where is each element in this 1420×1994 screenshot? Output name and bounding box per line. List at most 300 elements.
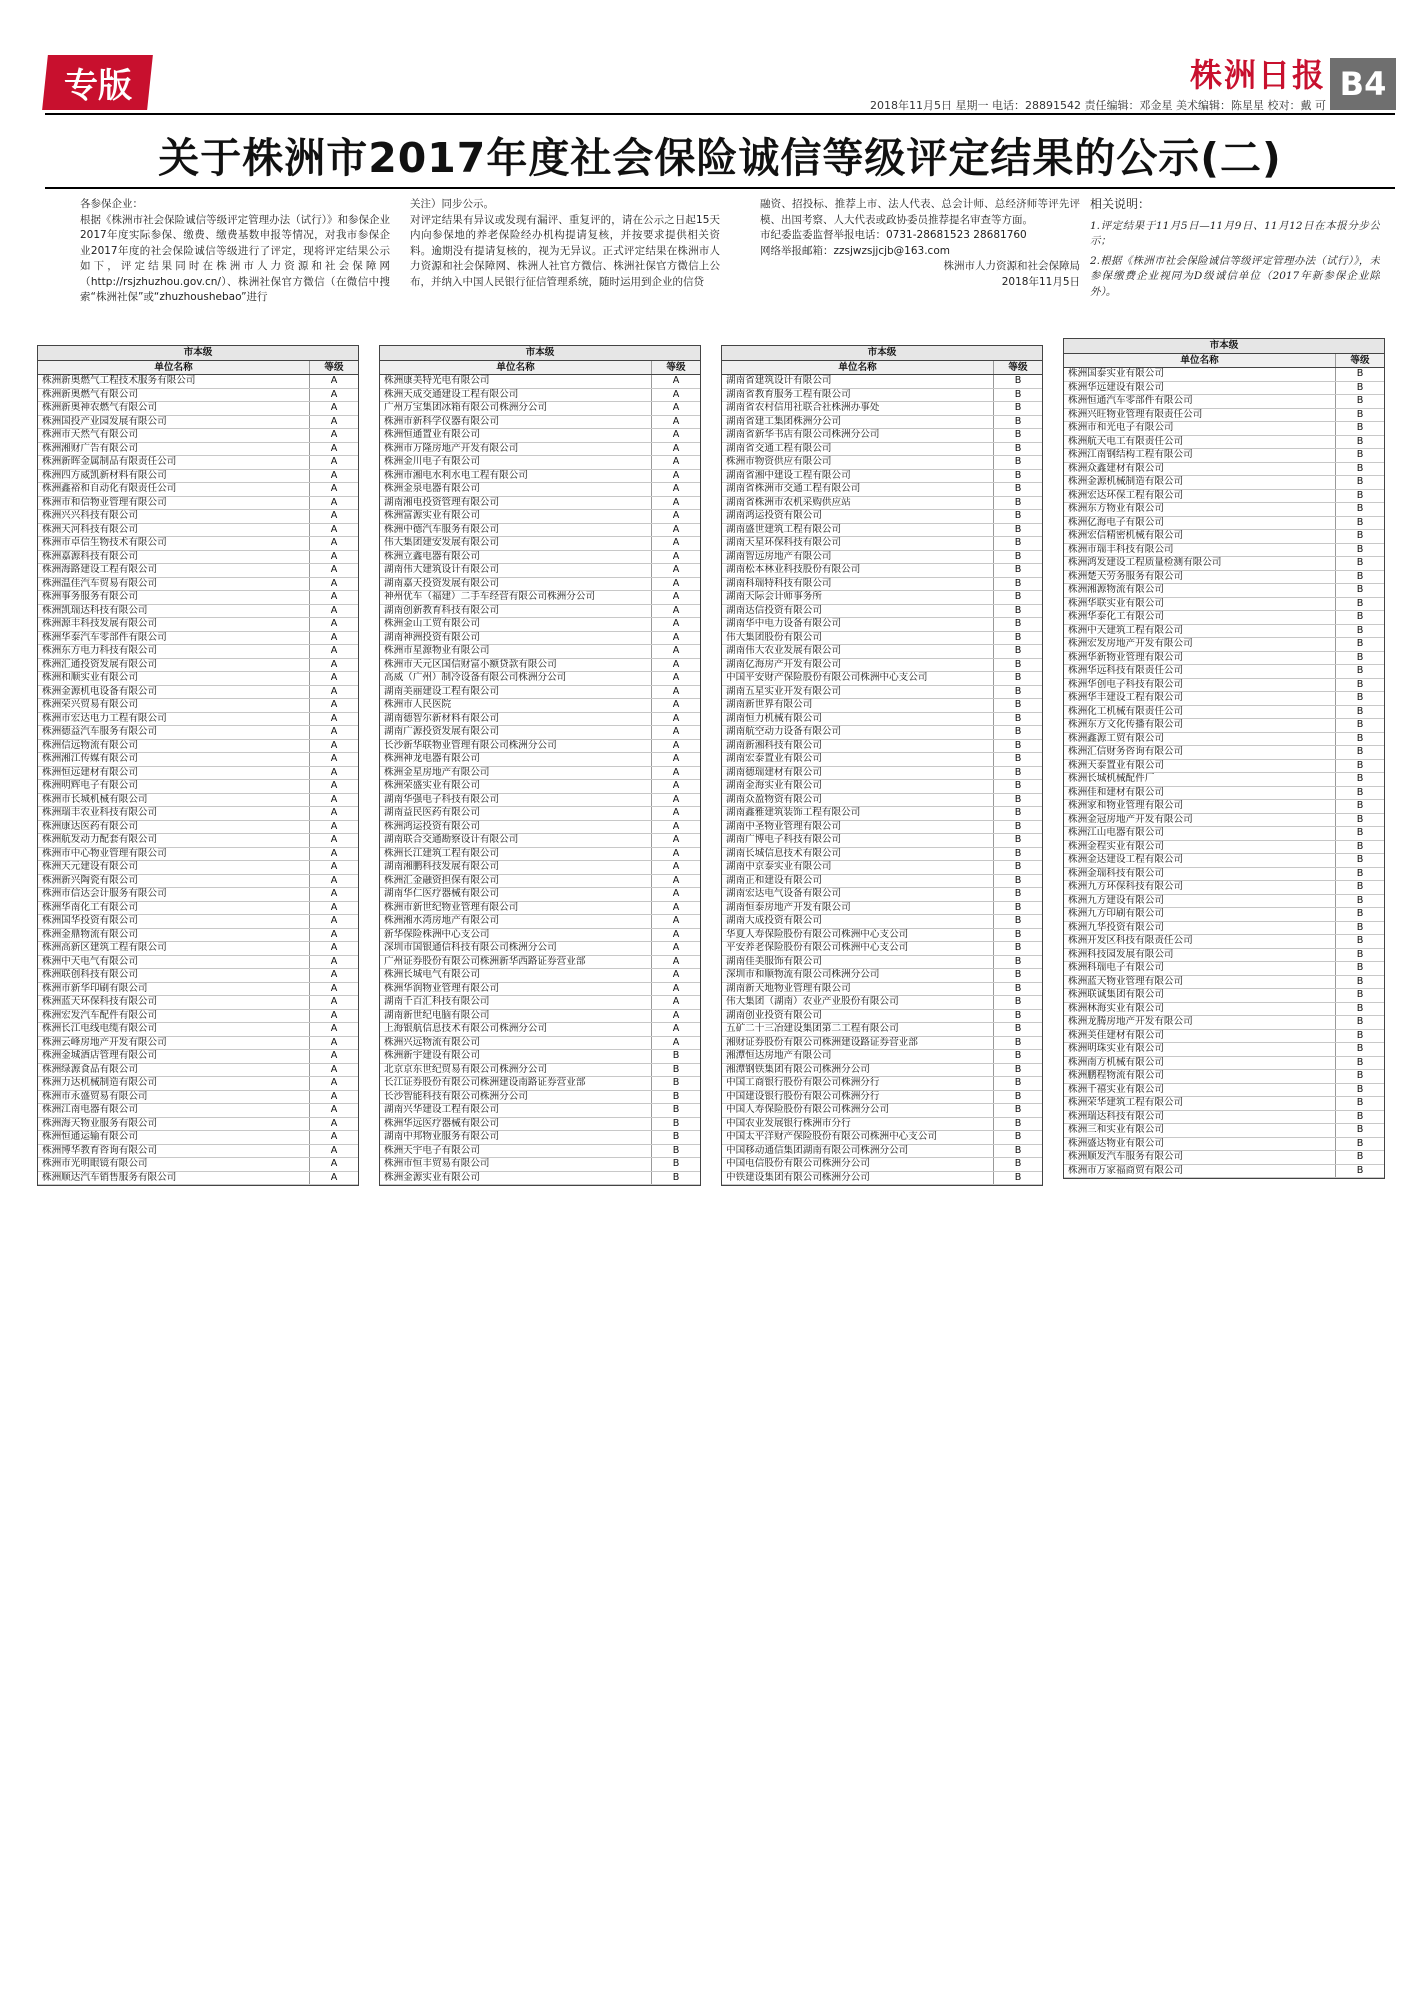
grade-value: B — [1356, 1056, 1364, 1068]
table-row — [380, 996, 700, 1010]
grade-value: A — [672, 699, 680, 710]
grade-value: B — [1356, 530, 1364, 541]
unit-name: 株洲市新世纪物业管理有限公司 — [380, 902, 652, 915]
unit-name: 株洲海路建设工程有限公司 — [38, 564, 310, 577]
unit-name: 湖南航空动力设备有限公司 — [722, 726, 994, 739]
unit-name: 株洲鹏程物流有限公司 — [1064, 1070, 1336, 1083]
grade-value: A — [330, 1158, 338, 1169]
grade-value: B — [1356, 867, 1364, 879]
table-row — [1064, 989, 1384, 1003]
grade-value: B — [1014, 604, 1022, 616]
table-row — [722, 821, 1042, 835]
table-row — [1064, 692, 1384, 706]
unit-name: 株洲四方威凯新材料有限公司 — [38, 470, 310, 483]
table-row — [380, 456, 700, 470]
unit-name: 长江证券股份有限公司株洲建设南路证券营业部 — [380, 1077, 652, 1090]
grade-value: B — [1356, 570, 1364, 582]
table-row — [38, 1158, 358, 1172]
intro-column-1 — [80, 197, 390, 306]
unit-name: 株洲汇信财务咨询有限公司 — [1064, 746, 1336, 759]
table-row — [1064, 854, 1384, 868]
unit-name: 株洲市永盛贸易有限公司 — [38, 1091, 310, 1104]
grade-value: A — [672, 915, 680, 926]
unit-name: 株洲鑫源工贸有限公司 — [1064, 733, 1336, 746]
grade-value: B — [1356, 408, 1364, 420]
grade-value: A — [330, 820, 338, 832]
intro-text-3: 融资、招投标、推荐上市、法人代表、总会计师、总经济师等评先评模、出国考察、人大代表或政协委员推荐提名审查等方面。 市纪委监委监督举报电话：0731-28681523 28681760 网络举报邮箱：zzsjwzsjjcjb@163.com — [760, 198, 1080, 257]
table-row — [380, 1158, 700, 1172]
table-row — [38, 1050, 358, 1064]
table-row — [722, 956, 1042, 970]
grade-value: B — [1356, 1151, 1364, 1162]
intro-text-2: 关注）同步公示。 对评定结果有异议或发现有漏评、重复评的，请在公示之日起15天内向参保地的养老保险经办机构提请复核，并按要求提供相关资料。逾期没有提请复核的，视为无异议。正式评定结果在株洲市人力资源和社会保障网、株洲人社官方微信、株洲社保官方微信上公布，并纳入中国人民银行征信管理系统，随时运用到企业的信贷 — [410, 198, 720, 288]
column-header-name: 单位名称 — [1064, 354, 1336, 367]
table-row — [38, 483, 358, 497]
grade-value: B — [672, 1090, 680, 1102]
table-row — [722, 1158, 1042, 1172]
unit-name: 株洲新奥神农燃气有限公司 — [38, 402, 310, 415]
unit-name: 株洲明辉电子有限公司 — [38, 780, 310, 793]
unit-name: 湖南亿海房产开发有限公司 — [722, 659, 994, 672]
unit-name: 株洲湘源物流有限公司 — [1064, 584, 1336, 597]
table-row — [380, 524, 700, 538]
grade-value: B — [1014, 577, 1022, 589]
unit-name: 湖南佳美服饰有限公司 — [722, 956, 994, 969]
unit-name: 中国太平洋财产保险股份有限公司株洲中心支公司 — [722, 1131, 994, 1144]
table-row — [722, 1172, 1042, 1186]
unit-name: 株洲恒远建材有限公司 — [38, 767, 310, 780]
grade-value: A — [330, 388, 338, 400]
unit-name: 株洲神龙电器有限公司 — [380, 753, 652, 766]
table-row — [722, 996, 1042, 1010]
grade-value: A — [672, 739, 680, 751]
unit-name: 湖南兴华建设工程有限公司 — [380, 1104, 652, 1117]
unit-name: 株洲林海实业有限公司 — [1064, 1003, 1336, 1016]
grade-value: A — [330, 1144, 338, 1156]
table-row — [38, 578, 358, 592]
unit-name: 株洲市天元区国信财富小额贷款有限公司 — [380, 659, 652, 672]
unit-name: 湖南省农村信用社联合社株洲办事处 — [722, 402, 994, 415]
table-row — [1064, 1124, 1384, 1138]
table-row — [1064, 827, 1384, 841]
unit-name: 湖南金海实业有限公司 — [722, 780, 994, 793]
grade-value: A — [330, 550, 338, 562]
unit-name: 株洲恒通汽车零部件有限公司 — [1064, 395, 1336, 408]
unit-name: 株洲市湘电水利水电工程有限公司 — [380, 470, 652, 483]
grade-value: B — [1356, 1083, 1364, 1095]
unit-name: 株洲宏信精密机械有限公司 — [1064, 530, 1336, 543]
unit-name: 中国农业发展银行株洲市分行 — [722, 1118, 994, 1131]
table-row — [722, 1050, 1042, 1064]
unit-name: 株洲新奥燃气工程技术服务有限公司 — [38, 375, 310, 388]
grade-value: B — [1014, 1144, 1022, 1156]
grade-value: B — [1356, 921, 1364, 933]
unit-name: 株洲华联实业有限公司 — [1064, 598, 1336, 611]
grade-value: A — [330, 861, 338, 872]
table-row — [380, 848, 700, 862]
unit-name: 平安养老保险股份有限公司株洲中心支公司 — [722, 942, 994, 955]
table-row — [1064, 814, 1384, 828]
unit-name: 株洲市物资供应有限公司 — [722, 456, 994, 469]
grade-value: B — [1014, 739, 1022, 751]
unit-name: 株洲金源实业有限公司 — [380, 1172, 652, 1185]
grade-table-4 — [1063, 338, 1385, 1179]
grade-value: A — [330, 942, 338, 953]
grade-value: B — [1356, 584, 1364, 595]
grade-value: A — [672, 604, 680, 616]
table-row — [38, 1118, 358, 1132]
unit-name: 湖南中京泰实业有限公司 — [722, 861, 994, 874]
table-row — [38, 429, 358, 443]
grade-value: A — [672, 523, 680, 535]
grade-value: B — [1356, 1137, 1364, 1149]
grade-value: B — [672, 1144, 680, 1156]
table-row — [1064, 746, 1384, 760]
table-row — [1064, 598, 1384, 612]
grade-value: A — [672, 591, 680, 602]
grade-value: B — [1014, 415, 1022, 427]
grade-value: A — [672, 820, 680, 832]
grade-value: B — [1356, 894, 1364, 906]
table-row — [38, 888, 358, 902]
unit-name: 株洲华泰化工有限公司 — [1064, 611, 1336, 624]
unit-name: 湖南德瑞建材有限公司 — [722, 767, 994, 780]
table-row — [380, 1050, 700, 1064]
unit-name: 株洲市恒丰贸易有限公司 — [380, 1158, 652, 1171]
table-row — [1064, 1138, 1384, 1152]
unit-name: 株洲市新华印刷有限公司 — [38, 983, 310, 996]
unit-name: 伟大集团股份有限公司 — [722, 632, 994, 645]
unit-name: 株洲九方印刷有限公司 — [1064, 908, 1336, 921]
unit-name: 株洲康达医药有限公司 — [38, 821, 310, 834]
grade-value: B — [1356, 1164, 1364, 1176]
table-row — [722, 780, 1042, 794]
table-row — [38, 942, 358, 956]
grade-value: A — [330, 888, 338, 899]
grade-value: B — [1014, 1036, 1022, 1048]
unit-name: 株洲立鑫电器有限公司 — [380, 551, 652, 564]
table-row — [380, 1010, 700, 1024]
unit-name: 湖南益民医药有限公司 — [380, 807, 652, 820]
grade-value: A — [330, 753, 338, 764]
unit-name: 株洲华南化工有限公司 — [38, 902, 310, 915]
table-row — [722, 510, 1042, 524]
grade-value: A — [672, 564, 680, 575]
grade-value: A — [330, 1063, 338, 1075]
table-row — [722, 942, 1042, 956]
grade-value: A — [672, 780, 680, 791]
headline: 关于株洲市2017年度社会保险诚信等级评定结果的公示(二) — [158, 134, 1282, 182]
grade-value: B — [1356, 1124, 1364, 1135]
grade-value: B — [1014, 996, 1022, 1007]
unit-name: 株洲海天物业服务有限公司 — [38, 1118, 310, 1131]
unit-name: 湖南德智尔新材料有限公司 — [380, 713, 652, 726]
grade-value: A — [672, 982, 680, 994]
unit-name: 株洲市和光电子有限公司 — [1064, 422, 1336, 435]
unit-name: 株洲金达建设工程有限公司 — [1064, 854, 1336, 867]
grade-value: A — [672, 861, 680, 872]
unit-name: 株洲国华投资有限公司 — [38, 915, 310, 928]
grade-value: A — [330, 591, 338, 602]
grade-value: B — [1014, 1050, 1022, 1061]
table-row — [722, 902, 1042, 916]
grade-value: A — [330, 469, 338, 481]
unit-name: 株洲化工机械有限责任公司 — [1064, 706, 1336, 719]
grade-value: B — [1014, 631, 1022, 643]
grade-value: A — [672, 928, 680, 940]
table-row — [380, 375, 700, 389]
unit-name: 株洲顺发汽车服务有限公司 — [1064, 1151, 1336, 1164]
unit-name: 湖南联合交通勘察设计有限公司 — [380, 834, 652, 847]
table-row — [722, 443, 1042, 457]
unit-name: 株洲中天电气有限公司 — [38, 956, 310, 969]
table-row — [722, 807, 1042, 821]
table-row — [722, 537, 1042, 551]
table-row — [38, 929, 358, 943]
grade-value: B — [1356, 908, 1364, 919]
table-row — [38, 510, 358, 524]
signoff-org: 株洲市人力资源和社会保障局 — [943, 260, 1080, 272]
grade-value: A — [672, 645, 680, 656]
table-row — [380, 915, 700, 929]
table-row — [38, 726, 358, 740]
unit-name: 株洲华创电子科技有限公司 — [1064, 679, 1336, 692]
table-row — [380, 618, 700, 632]
unit-name: 湖南恒泰房地产开发有限公司 — [722, 902, 994, 915]
grade-value: B — [1356, 800, 1364, 811]
unit-name: 株洲恒通置业有限公司 — [380, 429, 652, 442]
table-row — [722, 740, 1042, 754]
grade-value: B — [1356, 611, 1364, 622]
unit-name: 湘潭钢铁集团有限公司株洲分公司 — [722, 1064, 994, 1077]
table-row — [1064, 1043, 1384, 1057]
table-row — [380, 470, 700, 484]
table-row — [38, 834, 358, 848]
unit-name: 株洲富源实业有限公司 — [380, 510, 652, 523]
grade-value: A — [672, 807, 680, 818]
table-row — [1064, 1097, 1384, 1111]
table-row — [1064, 368, 1384, 382]
grade-value: A — [672, 658, 680, 670]
table-row — [722, 645, 1042, 659]
unit-name: 五矿二十三冶建设集团第二工程有限公司 — [722, 1023, 994, 1036]
column-header-name: 单位名称 — [380, 361, 652, 374]
table-row — [380, 1104, 700, 1118]
unit-name: 株洲佳和建材有限公司 — [1064, 787, 1336, 800]
table-row — [722, 726, 1042, 740]
table-row — [380, 632, 700, 646]
table-row — [722, 591, 1042, 605]
grade-value: B — [1356, 746, 1364, 757]
table-row — [380, 834, 700, 848]
unit-name: 株洲金川电子有限公司 — [380, 456, 652, 469]
table-title: 市本级 — [722, 346, 1042, 361]
table-row — [380, 483, 700, 497]
unit-name: 新华保险株洲中心支公司 — [380, 929, 652, 942]
grade-value: B — [1356, 935, 1364, 946]
unit-name: 湖南创新教育科技有限公司 — [380, 605, 652, 618]
unit-name: 湖南鸿运投资有限公司 — [722, 510, 994, 523]
table-row — [38, 1064, 358, 1078]
grade-value: B — [1014, 442, 1022, 454]
grade-value: A — [330, 901, 338, 913]
grade-value: A — [330, 564, 338, 575]
unit-name: 湖南千百汇科技有限公司 — [380, 996, 652, 1009]
unit-name: 株洲荣兴贸易有限公司 — [38, 699, 310, 712]
table-row — [1064, 1151, 1384, 1165]
unit-name: 株洲高新区建筑工程有限公司 — [38, 942, 310, 955]
grade-value: B — [1356, 1097, 1364, 1108]
column-header-name: 单位名称 — [722, 361, 994, 374]
unit-name: 株洲力达机械制造有限公司 — [38, 1077, 310, 1090]
grade-value: A — [672, 766, 680, 778]
table-row — [38, 1104, 358, 1118]
grade-value: B — [1356, 516, 1364, 528]
table-header — [1064, 354, 1384, 368]
table-title: 市本级 — [380, 346, 700, 361]
unit-name: 上海银航信息技术有限公司株洲分公司 — [380, 1023, 652, 1036]
unit-name: 株洲云峰房地产开发有限公司 — [38, 1037, 310, 1050]
unit-name: 中国电信股份有限公司株洲分公司 — [722, 1158, 994, 1171]
grade-value: B — [1014, 1158, 1022, 1169]
top-rule — [45, 113, 1395, 115]
table-row — [380, 902, 700, 916]
grade-value: B — [1014, 942, 1022, 953]
table-row — [380, 416, 700, 430]
column-header-grade: 等级 — [324, 362, 344, 373]
table-row — [722, 456, 1042, 470]
grade-value: B — [1356, 705, 1364, 717]
table-row — [380, 767, 700, 781]
table-row — [380, 1091, 700, 1105]
unit-name: 湖南正和建设有限公司 — [722, 875, 994, 888]
note-1: 1.评定结果于11月5日—11月9日、11月12日在本报分步公示； — [1090, 219, 1380, 247]
unit-name: 湘财证券股份有限公司株洲建设路证券营业部 — [722, 1037, 994, 1050]
table-row — [1064, 476, 1384, 490]
table-row — [380, 1172, 700, 1186]
unit-name: 株洲龙腾房地产开发有限公司 — [1064, 1016, 1336, 1029]
grade-value: B — [1014, 820, 1022, 832]
unit-name: 株洲航发动力配套有限公司 — [38, 834, 310, 847]
grade-value: B — [1014, 928, 1022, 940]
unit-name: 株洲金山工贸有限公司 — [380, 618, 652, 631]
unit-name: 株洲金城酒店管理有限公司 — [38, 1050, 310, 1063]
intro-column-3 — [760, 197, 1080, 290]
unit-name: 株洲华远建设有限公司 — [1064, 382, 1336, 395]
table-row — [380, 740, 700, 754]
table-row — [38, 456, 358, 470]
grade-value: A — [672, 1036, 680, 1048]
unit-name: 株洲航天电工有限责任公司 — [1064, 436, 1336, 449]
unit-name: 株洲荣盛实业有限公司 — [380, 780, 652, 793]
grade-value: B — [1356, 624, 1364, 636]
grade-value: B — [1356, 1016, 1364, 1027]
unit-name: 株洲嘉源科技有限公司 — [38, 551, 310, 564]
unit-name: 株洲宏发汽车配件有限公司 — [38, 1010, 310, 1023]
unit-name: 华夏人寿保险股份有限公司株洲中心支公司 — [722, 929, 994, 942]
unit-name: 株洲市万家福商贸有限公司 — [1064, 1165, 1336, 1178]
table-row — [380, 578, 700, 592]
unit-name: 广州证券股份有限公司株洲新华西路证券营业部 — [380, 956, 652, 969]
section-label: 专版 — [63, 66, 132, 106]
table-row — [380, 699, 700, 713]
grade-value: B — [1014, 726, 1022, 737]
table-row — [722, 672, 1042, 686]
unit-name: 湖南众盈物资有限公司 — [722, 794, 994, 807]
unit-name: 湖南达信投资有限公司 — [722, 605, 994, 618]
grade-value: B — [1014, 510, 1022, 521]
unit-name: 株洲和顺实业有限公司 — [38, 672, 310, 685]
unit-name: 株洲顺达汽车销售服务有限公司 — [38, 1172, 310, 1185]
unit-name: 湘潭恒达房地产有限公司 — [722, 1050, 994, 1063]
table-row — [1064, 530, 1384, 544]
grade-value: A — [330, 1077, 338, 1088]
grade-value: A — [672, 429, 680, 440]
grade-value: B — [1356, 476, 1364, 487]
table-row — [1064, 436, 1384, 450]
grade-value: B — [1356, 381, 1364, 393]
grade-value: A — [672, 874, 680, 886]
table-row — [380, 861, 700, 875]
unit-name: 株洲荣华建筑工程有限公司 — [1064, 1097, 1336, 1110]
table-row — [1064, 638, 1384, 652]
table-row — [380, 929, 700, 943]
grade-value: A — [672, 537, 680, 548]
unit-name: 株洲开发区科技有限责任公司 — [1064, 935, 1336, 948]
table-row — [38, 996, 358, 1010]
unit-name: 株洲蓝天物业管理有限公司 — [1064, 976, 1336, 989]
table-row — [38, 443, 358, 457]
table-row — [38, 1091, 358, 1105]
unit-name: 株洲国投产业园发展有限公司 — [38, 416, 310, 429]
unit-name: 北京京东世纪贸易有限公司株洲分公司 — [380, 1064, 652, 1077]
unit-name: 湖南新湘科技有限公司 — [722, 740, 994, 753]
intro-column-2 — [410, 197, 720, 290]
unit-name: 湖南伟大农业发展有限公司 — [722, 645, 994, 658]
grade-value: B — [1356, 854, 1364, 865]
table-row — [722, 861, 1042, 875]
signoff-date: 2018年11月5日 — [1001, 275, 1080, 288]
table-row — [1064, 1057, 1384, 1071]
unit-name: 中国平安财产保险股份有限公司株洲中心支公司 — [722, 672, 994, 685]
table-row — [722, 578, 1042, 592]
table-row — [1064, 463, 1384, 477]
unit-name: 株洲宏发房地产开发有限公司 — [1064, 638, 1336, 651]
grade-value: A — [330, 496, 338, 508]
table-row — [1064, 449, 1384, 463]
grade-value: A — [672, 577, 680, 589]
table-row — [722, 888, 1042, 902]
unit-name: 湖南松本林业科技股份有限公司 — [722, 564, 994, 577]
unit-name: 株洲国泰实业有限公司 — [1064, 368, 1336, 381]
grade-value: A — [330, 1117, 338, 1129]
unit-name: 湖南宏达电气设备有限公司 — [722, 888, 994, 901]
unit-name: 湖南华仁医疗器械有限公司 — [380, 888, 652, 901]
grade-value: A — [330, 645, 338, 656]
table-row — [38, 632, 358, 646]
table-row — [38, 821, 358, 835]
unit-name: 株洲三和实业有限公司 — [1064, 1124, 1336, 1137]
grade-value: B — [1356, 1043, 1364, 1054]
table-row — [38, 618, 358, 632]
table-row — [38, 497, 358, 511]
unit-name: 株洲新兴陶瓷有限公司 — [38, 875, 310, 888]
unit-name: 株洲华润物业管理有限公司 — [380, 983, 652, 996]
unit-name: 株洲市万隆房地产开发有限公司 — [380, 443, 652, 456]
table-row — [380, 1023, 700, 1037]
grade-value: A — [330, 672, 338, 683]
grade-value: B — [1356, 1070, 1364, 1081]
